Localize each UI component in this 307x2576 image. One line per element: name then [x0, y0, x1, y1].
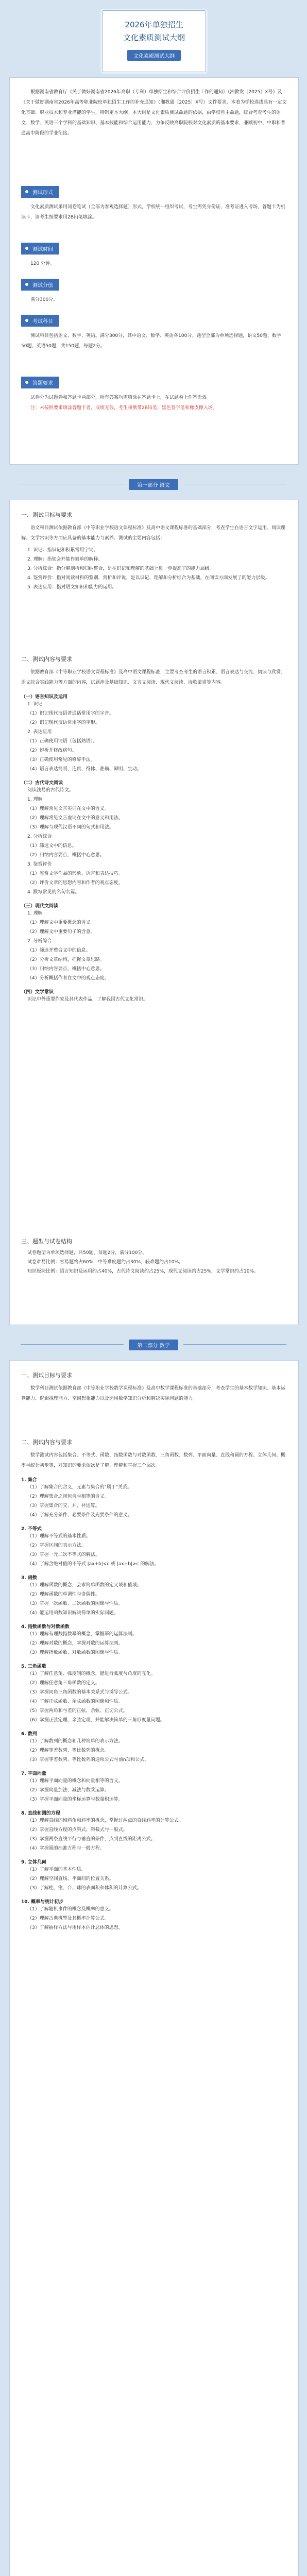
list-item: （4）分析概括作者在文中的观点态度。 [27, 976, 109, 981]
list-item: （2）识记现代汉语常用字的字形。 [27, 720, 100, 725]
subsection-heading: （四）文学常识 [21, 990, 54, 995]
page-title: 2026年单独招生 [125, 20, 183, 29]
list-item: （2）掌握直线方程的点斜式、斜截式与一般式。 [27, 1827, 128, 1833]
list-item: （3）了解柱、锥、台、球的表面积和体积的计算公式。 [27, 1886, 142, 1891]
module-heading: 10. 概率与统计初步 [21, 1900, 64, 1905]
info-requirement-note: 注：未按照要求填涂答题卡者，成绩无效，考生须携带2B铅笔、黑色签字笔和橡皮擦入场。 [30, 405, 217, 411]
list-item: 3. 鉴赏评价 [27, 862, 52, 867]
list-item: 试卷难易比例：容易题约占60%，中等难度题约占30%，较难题约占10%。 [27, 1260, 184, 1265]
list-item: 1. 理解 [27, 797, 43, 802]
list-item: （6）掌握正弦定理、余弦定理，并能解决简单的三角形度量问题。 [27, 1718, 165, 1723]
list-item: （3）正确使用常见的修辞手法。 [27, 757, 95, 762]
list-item: （1）了解随机事件的概念及概率的意义。 [27, 1907, 114, 1912]
info-time: 120 分钟。 [30, 261, 55, 266]
page-subtitle: 文化素质测试大纲 [123, 33, 185, 42]
list-item: （1）理解文中重要概念的含义。 [27, 920, 95, 925]
list-item: 5. 表达应用：指对语文知识和能力的运用。 [27, 585, 117, 590]
list-item: （1）理解常见文言实词在文中的含义。 [27, 806, 109, 811]
section-title: 第一部分 语文 [129, 479, 178, 490]
list-item: （2）理解常见文言虚词在文中的意义和用法。 [27, 816, 123, 821]
module-heading: 8. 直线和圆的方程 [21, 1811, 60, 1816]
list-item: （1）理解不等式的基本性质。 [27, 1534, 91, 1539]
module-heading: 4. 指数函数与对数函数 [21, 1624, 70, 1630]
list-item: （1）理解平面向量的概念和向量相等的含义。 [27, 1778, 123, 1784]
banner-divider [183, 1344, 286, 1345]
list-item: （3）掌握平面向量的坐标运算与数量积运算。 [27, 1797, 123, 1802]
list-item: 2. 理解：指领会并能作简单的解释。 [27, 557, 103, 562]
list-item: 1. 识记：指识记和积累常用字词。 [27, 548, 98, 553]
module-heading: 5. 三角函数 [21, 1664, 46, 1669]
list-item: （2）理解等差数列、等比数列的概念。 [27, 1748, 109, 1753]
list-item: （4）了解正弦函数、余弦函数的图像和性质。 [27, 1699, 123, 1704]
title-box [102, 10, 206, 72]
info-subjects: 测试科目包括语文、数学、英语。满分300分，其中语文、数学、英语各100分。题型全部为单项选择题，语文50题、数学50题、英语50题，共150题，每题2分。 [21, 333, 281, 349]
yuwen-card [9, 500, 299, 1325]
label-form: 测试形式 [21, 186, 59, 198]
label-requirements: 答题要求 [21, 377, 59, 388]
module-heading: 3. 函数 [21, 1575, 37, 1581]
intro-paragraph-1: 根据湖南省教育厅《关于做好湖南省2026年高职（专科）单独招生和综合评价招生工作的通知》（湘教发〔2025〕X号）及《关于做好湖南省2026年高等职业院校单独招生工作的补充通知》（湘教通〔2025〕X号）文件要求，本着为学校选拔具有一定文化基础、职业技术和专业潜能的学生，特制定本大纲。本大纲是文化素质测试命题的依据，由学校自主命题，综合考查考生的语文、数学、英语三个学科的基础知识、基本技能和综合运用能力，力争反映高职院校对文化素质的基本要求，兼顾初中、中职和普通高中阶段的学业衔接。 [21, 90, 287, 136]
list-item: （2）归纳内容要点，概括中心意思。 [27, 853, 105, 858]
list-item: （4）语言表达简明、连贯、得体、准确、鲜明、生动。 [27, 767, 142, 772]
intro-card [9, 77, 299, 465]
subsection-heading: （二）古代诗文阅读 [21, 781, 63, 786]
header [0, 0, 307, 88]
section-banner-shuxue [0, 1334, 307, 1355]
list-item: 识记中外重要作家及其代表作品，了解我国古代文化常识。 [27, 997, 148, 1002]
list-item: （2）理解集合之间包含与相等的含义。 [27, 1494, 109, 1499]
module-heading: 1. 集合 [21, 1478, 37, 1483]
list-item: （1）理解有理数指数幂的概念，掌握幂的运算法则。 [27, 1632, 137, 1637]
list-item: 2. 分析综合 [27, 834, 52, 839]
list-item: （1）筛选文中的信息。 [27, 843, 77, 849]
section-heading: 一、测试目标与要求 [21, 1372, 72, 1379]
list-item: 阅读浅易的古代诗文。 [27, 788, 74, 793]
list-item: （2）理解对数的概念，掌握对数的运算法则。 [27, 1641, 123, 1646]
label-subjects: 考试科目 [21, 315, 59, 327]
list-item: （2）理解函数的单调性与奇偶性。 [27, 1592, 100, 1597]
list-item: （2）分析文章结构，把握文章思路。 [27, 957, 105, 962]
list-item: （3）了解抽样方法与用样本估计总体的思想。 [27, 1925, 123, 1930]
info-score: 满分300分。 [30, 297, 58, 302]
list-item: （3）归纳内容要点，概括中心意思。 [27, 967, 105, 972]
section-banner-yuwen [0, 474, 307, 495]
list-item: （3）理解与现代汉语不同的句式和用法。 [27, 825, 114, 830]
section-heading: 二、测试内容与要求 [21, 1439, 72, 1446]
list-item: （1）正确使用词语（包括熟语）。 [27, 739, 98, 744]
subsection-heading: （三）现代文阅读 [21, 904, 59, 909]
list-item: 2. 表达应用 [27, 730, 52, 735]
list-item: （4）了解充分条件、必要条件及充要条件的意义。 [27, 1513, 132, 1518]
title-badge: 文化素质测试大纲 [127, 50, 181, 61]
list-item: 1. 识记 [27, 702, 43, 707]
list-item: （2）掌握区间的表示方法。 [27, 1543, 86, 1548]
list-item: 2. 分析综合 [27, 939, 52, 944]
list-item: （1）识记现代汉语普通话常用字的字音。 [27, 711, 114, 716]
list-item: （2）理解任意角三角函数的定义。 [27, 1681, 100, 1686]
section-heading: 二、测试内容与要求 [21, 656, 72, 663]
paragraph: 依据教育部《中等职业学校语文课程标准》及高中语文课程标准，主要考查考生的语言积累、语言表达与交流、阅读与欣赏、语文综合实践能力等方面的内容，试题涉及基础知识、文言文阅读、现代文阅读、诗歌鉴赏等内容。 [21, 670, 286, 685]
module-heading: 9. 立体几何 [21, 1860, 46, 1865]
list-item: （3）掌握一元二次不等式的解法。 [27, 1552, 100, 1557]
section-heading: 一、测试目标与要求 [21, 512, 72, 518]
paragraph: 数学测试内容包括集合、不等式、函数、指数函数与对数函数、三角函数、数列、平面向量、直线和圆的方程、立体几何、概率与统计初步等，对知识的要求依次是了解、理解和掌握三个层次。 [21, 1453, 286, 1468]
list-item: （3）掌握一次函数、二次函数的图像与性质。 [27, 1601, 123, 1606]
list-item: （1）理解函数的概念，会求简单函数的定义域和值域。 [27, 1583, 142, 1588]
list-item: （2）理解空间直线、平面间的位置关系。 [27, 1876, 114, 1882]
info-requirement-1: 试卷分为试题卷和答题卡两部分，所有答案均需填涂在答题卡上，在试题卷上作答无效。 [30, 395, 212, 400]
list-item: （4）了解含绝对值的不等式 |ax+b|<c 或 |ax+b|>c 的解法。 [27, 1562, 159, 1567]
list-item: （1）鉴赏文学作品的形象、语言和表达技巧。 [27, 871, 123, 876]
list-item: 4. 默写常见的名句名篇。 [27, 890, 80, 895]
list-item: （2）辨析并修改病句。 [27, 748, 77, 753]
list-item: （1）理解直线的倾斜角和斜率的概念，掌握过两点的直线斜率的计算公式。 [27, 1818, 183, 1823]
list-item: 4. 鉴赏评价：指对阅读材料的鉴别、赏析和评说，是以识记、理解和分析综合为基础，在阅读方面发展了的能力层级。 [27, 575, 270, 581]
paragraph: 数学科目测试依据教育部《中等职业学校数学课程标准》及高中数学课程标准的基础部分，考查学生的基本数学知识、基本运算能力、逻辑推理能力、空间想象能力以及运用数学知识分析和解决实际问题的能力。 [21, 1386, 286, 1401]
label-score: 测试分值 [21, 279, 59, 291]
list-item: （3）掌握同角三角函数的基本关系式与诱导公式。 [27, 1690, 132, 1695]
list-item: （3）掌握等差数列、等比数列的通项公式与前n项和公式。 [27, 1757, 149, 1762]
list-item: （4）掌握圆的标准方程与一般方程。 [27, 1846, 105, 1851]
paragraph: 语文科目测试依据教育部《中等职业学校语文课程标准》及高中语文课程标准的基础部分，考查学生在语言文字运用、阅读理解、文学常识等方面应具备的基本能力与素养。测试的主要内容包括： [21, 526, 286, 541]
module-heading: 7. 平面向量 [21, 1771, 46, 1776]
list-item: 3. 分析综合：指分解剖析和归纳整合，是在识记和理解的基础上进一步提高了的能力层级。 [27, 566, 214, 571]
section-heading: 三、题型与试卷结构 [21, 1238, 72, 1245]
list-item: 1. 理解 [27, 911, 43, 916]
list-item: （3）掌握集合的交、并、补运算。 [27, 1503, 100, 1509]
list-item: （2）理解古典概型及其概率计算公式。 [27, 1916, 109, 1921]
shuxue-card [9, 1360, 299, 2576]
list-item: （1）筛选并整合文中的信息。 [27, 948, 91, 953]
list-item: （3）掌握两条直线平行与垂直的条件，点到直线的距离公式。 [27, 1837, 156, 1842]
list-item: （1）了解任意角、弧度制的概念，能进行弧度与角度的互化。 [27, 1671, 156, 1676]
section-title: 第二部分 数学 [129, 1340, 178, 1350]
list-item: （5）掌握两角和与差的正弦、余弦、正切公式。 [27, 1708, 128, 1714]
list-item: （2）理解文中重要句子的含意。 [27, 929, 95, 935]
list-item: 知识板块比例：语言知识及运用约占40%，古代诗文阅读约占25%，现代文阅读约占25%，文学常识约占10%。 [27, 1269, 259, 1274]
info-form: 文化素质测试采用闭卷笔试（全部为客观选择题）形式，学校统一组织考试，考生需凭身份证、准考证进入考场，答题卡为机读卡，请考生按要求用2B铅笔填涂。 [21, 205, 286, 220]
list-item: （2）评价文章的思想内容和作者的观点态度。 [27, 880, 123, 886]
list-item: （2）掌握向量加法、减法与数乘运算。 [27, 1788, 109, 1793]
list-item: （1）了解数列的概念和几种简单的表示方法。 [27, 1739, 123, 1744]
module-heading: 6. 数列 [21, 1732, 37, 1737]
module-heading: 2. 不等式 [21, 1527, 42, 1532]
list-item: （1）了解集合的含义，元素与集合的"属于"关系。 [27, 1485, 132, 1490]
list-item: 试卷题型为单项选择题，共50题，每题2分，满分100分。 [27, 1250, 147, 1256]
list-item: （4）能运用函数知识解决简单的实际问题。 [27, 1611, 118, 1616]
label-time: 测试时间 [21, 243, 59, 255]
list-item: （1）了解平面的基本性质。 [27, 1867, 86, 1872]
list-item: （3）理解指数函数、对数函数的图像与性质。 [27, 1650, 123, 1655]
banner-divider [21, 1344, 124, 1345]
subsection-heading: （一）语言知识及运用 [21, 694, 68, 700]
